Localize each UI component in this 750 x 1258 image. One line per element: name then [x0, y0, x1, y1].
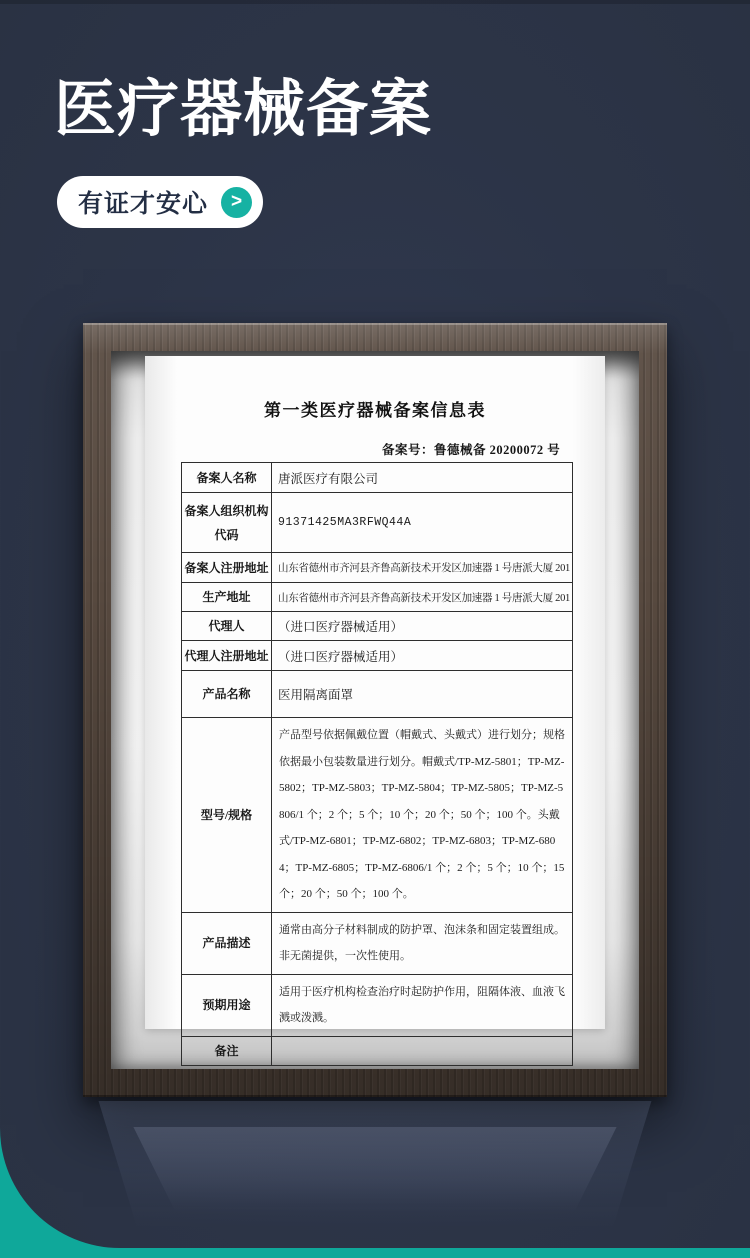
- table-cell-value: （进口医疗器械适用）: [272, 612, 573, 641]
- badge-label: 有证才安心: [78, 190, 209, 218]
- table-row: [182, 463, 573, 493]
- table-cell-label: 备注: [182, 1036, 272, 1065]
- table-cell-value: 产品型号依据佩戴位置（帽戴式、头戴式）进行划分；规格依据最小包装数量进行划分。帽戴式/TP-MZ-5801；TP-MZ-5802；TP-MZ-5803；TP-MZ-5804；TP-MZ-5805；TP-MZ-5806/1 个；2 个；5 个；10 个；20 个；50 个；100 个。头戴式/TP-MZ-6801；TP-MZ-6802；TP-MZ-6803；TP-MZ-6804；TP-MZ-6805；TP-MZ-6806/1 个；2 个；5 个；10 个；15 个；20 个；50 个；100 个。: [272, 718, 573, 913]
- certificate-title: 第一类医疗器械备案信息表: [264, 401, 486, 420]
- table-row: [182, 641, 573, 671]
- table-cell-value: （进口医疗器械适用）: [272, 641, 573, 671]
- certificate-table: [181, 462, 573, 1066]
- certificate-paper: [145, 356, 605, 1058]
- table-row: [182, 553, 573, 583]
- table-cell-value: 适用于医疗机构检查治疗时起防护作用，阻隔体液、血液飞溅或泼溅。: [272, 974, 573, 1036]
- table-cell-label: 产品名称: [182, 671, 272, 718]
- arrow-right-icon: >: [221, 187, 252, 218]
- frame-reflection-mat: [118, 1127, 632, 1241]
- registration-number: 备案号：鲁德械备 20200072 号: [382, 443, 561, 457]
- table-cell-label: 代理人: [182, 612, 272, 641]
- table-cell-label: 备案人组织机构代码: [182, 493, 272, 553]
- certified-badge[interactable]: [57, 176, 263, 228]
- table-row: [182, 671, 573, 718]
- table-cell-value: 91371425MA3RFWQ44A: [272, 493, 573, 553]
- table-row: [182, 718, 573, 913]
- table-cell-label: 备案人注册地址: [182, 553, 272, 583]
- table-row: [182, 583, 573, 612]
- page-title: 医疗器械备案: [54, 75, 433, 144]
- table-row: [182, 612, 573, 641]
- table-cell-label: 生产地址: [182, 583, 272, 612]
- table-row: [182, 912, 573, 974]
- table-row: [182, 1036, 573, 1065]
- table-cell-label: 代理人注册地址: [182, 641, 272, 671]
- table-cell-value: 医用隔离面罩: [272, 671, 573, 718]
- table-cell-value: [272, 1036, 573, 1065]
- table-row: [182, 974, 573, 1036]
- table-cell-label: 预期用途: [182, 974, 272, 1036]
- table-cell-value: 山东省德州市齐河县齐鲁高新技术开发区加速器 1 号唐派大厦 201: [272, 583, 573, 612]
- table-cell-label: 型号/规格: [182, 718, 272, 913]
- table-cell-value: 山东省德州市齐河县齐鲁高新技术开发区加速器 1 号唐派大厦 201: [272, 553, 573, 583]
- photo-frame: [83, 323, 667, 1097]
- table-row: [182, 493, 573, 553]
- frame-mat: [111, 351, 639, 1069]
- table-cell-label: 备案人名称: [182, 463, 272, 493]
- table-cell-label: 产品描述: [182, 912, 272, 974]
- table-cell-value: 唐派医疗有限公司: [272, 463, 573, 493]
- frame-reflection: [90, 1101, 660, 1241]
- table-cell-value: 通常由高分子材料制成的防护罩、泡沫条和固定装置组成。非无菌提供，一次性使用。: [272, 912, 573, 974]
